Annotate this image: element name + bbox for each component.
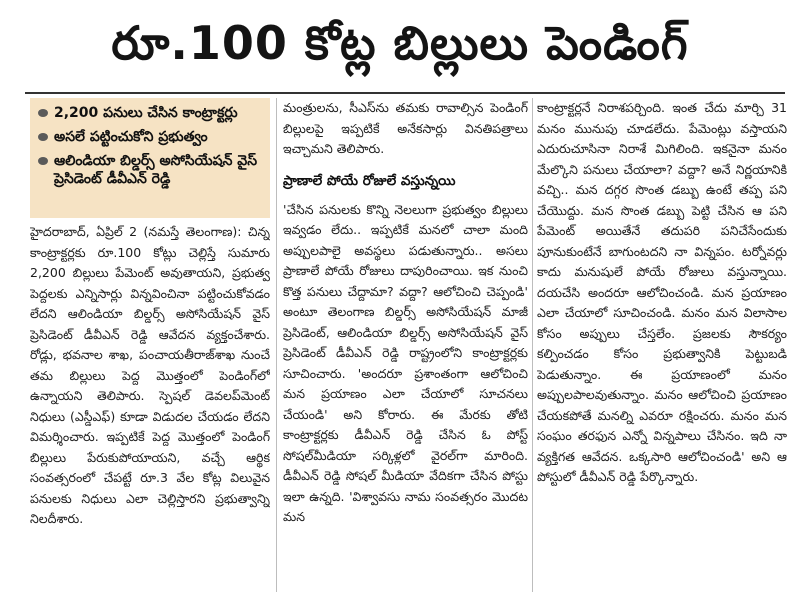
column-3-text: కాంట్రాక్టర్లనే నిరాశపర్చింది. ఇంత చేదు మార్చి 31 మనం మునుపు చూడలేదు. పేమెంట్లు వస్తాయని ఎదురుచూసినా నిరాశే మిగిలింది. ఇకనైనా మనం మేల్కొని పనులు చేయాలా? వద్దా? అనే నిర్ణయానికి వచ్చి.. మన దగ్గర సొంత డబ్బు ఉంటే తప్ప పని చేయొద్దు. మన సొంత డబ్బు పెట్టి చేసిన ఆ పని పేమెంట్ అయితేనే తదుపరి పనిచేసేందుకు పూనుకుంటేనే బాగుంటదని నా విన్నపం. టర్నోవర్లు కాదు మనుషులే పోయే రోజులు వస్తున్నాయి. దయచేసి అందరూ ఆలోచించండి. మన ప్రయాణం ఎలా చేయాలో సూచించండి. మనం మన విలాసాల కోసం అప్పులు చేస్తలేం. ప్రజలకు సౌకర్యం కల్పించడం కోసం ప్రభుత్వానికి పెట్టుబడి పెడుతున్నాం. ఈ ప్రయాణంలో మనం అప్పులపాలవుతున్నాం. మనం ఆలోచించి ప్రయాణం చేయకపోతే మనల్ని ఎవరూ రక్షించరు. మనం మన సంఘం తరఫున ఎన్నో విన్నపాలు చేసినం. ఇది నా వ్యక్తిగత ఆవేదన. ఒక్కసారి ఆలోచించండి' అని ఆ పోస్టులో డీవీఎన్ రెడ్డి పేర్కొన్నారు.: [537, 100, 787, 484]
column-divider: [276, 98, 277, 592]
highlights-box: [30, 98, 270, 218]
column-divider: [532, 98, 533, 592]
bullet-icon: [38, 133, 48, 141]
article-column-1: [30, 222, 270, 592]
highlight-text: ఆలిండియా బిల్డర్స్ అసోసియేషన్ వైస్ ప్రెసిడెంట్ డీవీఎన్ రెడ్డి: [54, 153, 258, 187]
bullet-icon: [38, 157, 48, 165]
highlight-item: [38, 104, 262, 122]
column-2-text-bottom: 'చేసిన పనులకు కొన్ని నెలలుగా ప్రభుత్వం బిల్లులు ఇవ్వడం లేదు.. ఇప్పటికే మనలో చాలా మంది అప్పులపాలై అవస్థలు పడుతున్నారు.. అసలు ప్రాణాలే పోయే రోజులు దాపురించాయి. ఇక నుంచి కొత్త పనులు చేద్దామా? వద్దా? ఆలోచించి చెప్పండి' అంటూ తెలంగాణ బిల్డర్స్ అసోసియేషన్ మాజీ ప్రెసిడెంట్, ఆలిండియా బిల్డర్స్ అసోసియేషన్ వైస్ ప్రెసిడెంట్ డీవీఎన్ రెడ్డి రాష్ట్రంలోని కాంట్రాక్టర్లకు సూచించారు. 'అందరూ ప్రశాంతంగా ఆలోచించి మన ప్రయాణం ఎలా చేయాలో సూచనలు చేయండి' అని కోరారు. ఈ మేరకు తోటి కాంట్రాక్టర్లకు డీవీఎన్ రెడ్డి చేసిన ఓ పోస్ట్ సోషల్‌మీడియా సర్కిళ్లలో వైరల్‌గా మారింది. డీవీఎన్ రెడ్డి సోషల్ మీడియా వేదికగా చేసిన పోస్టు ఇలా ఉన్నది. 'విశ్వావసు నామ సంవత్సరం మొదట మన: [283, 201, 528, 524]
highlight-text: 2,200 పనులు చేసిన కాంట్రాక్టర్లు: [54, 105, 238, 121]
highlight-text: అసలే పట్టించుకోని ప్రభుత్వం: [54, 129, 208, 145]
column-1-text: హైదరాబాద్, ఏప్రిల్ 2 (నమస్తే తెలంగాణ): చిన్న కాంట్రాక్టర్లకు రూ.100 కోట్లు చెల్లిస్తే సుమారు 2,200 బిల్లులు పేమెంట్ అవుతాయని, ప్రభుత్వ పెద్దలకు ఎన్నిసార్లు విన్నవించినా పట్టించుకోవడం లేదని ఆలిండియా బిల్డర్స్ అసోసియేషన్ వైస్ ప్రెసిడెంట్ డీవీఎన్ రెడ్డి ఆవేదన వ్యక్తంచేశారు. రోడ్లు, భవనాల శాఖ, పంచాయతీరాజ్‌శాఖ నుంచే తమ బిల్లులు పెద్ద మొత్తంలో పెండింగ్‌లో ఉన్నాయని తెలిపారు. స్పెషల్ డెవలప్‌మెంట్ నిధులు (ఎస్డీఎఫ్) కూడా విడుదల చేయడం లేదని విమర్శించారు. ఇప్పటికే పెద్ద మొత్తంలో పెండింగ్ బిల్లులు పేరుకుపోయాయని, వచ్చే ఆర్థిక సంవత్సరంలో చేపట్టే రూ.3 వేల కోట్ల విలువైన పనులకు నిధులు ఎలా చెల్లిస్తారని ప్రభుత్వాన్ని నిలదీశారు.: [30, 224, 270, 526]
subheading: ప్రాణాలే పోయే రోజులే వస్తున్నయి: [283, 172, 456, 189]
article-column-3: [537, 98, 787, 592]
article-column-2: [283, 98, 528, 592]
highlight-item: [38, 128, 262, 146]
headline-rule: [25, 92, 785, 94]
highlight-item: [38, 152, 262, 188]
column-2-text-top: మంత్రులను, సీఎస్‌ను తమకు రావాల్సిన పెండింగ్ బిల్లులపై ఇప్పటికే అనేకసార్లు వినతిపత్రాలు ఇచ్చామని తెలిపారు.: [283, 100, 528, 156]
headline: రూ.100 కోట్ల బిల్లులు పెండింగ్: [111, 16, 689, 70]
bullet-icon: [38, 109, 48, 117]
